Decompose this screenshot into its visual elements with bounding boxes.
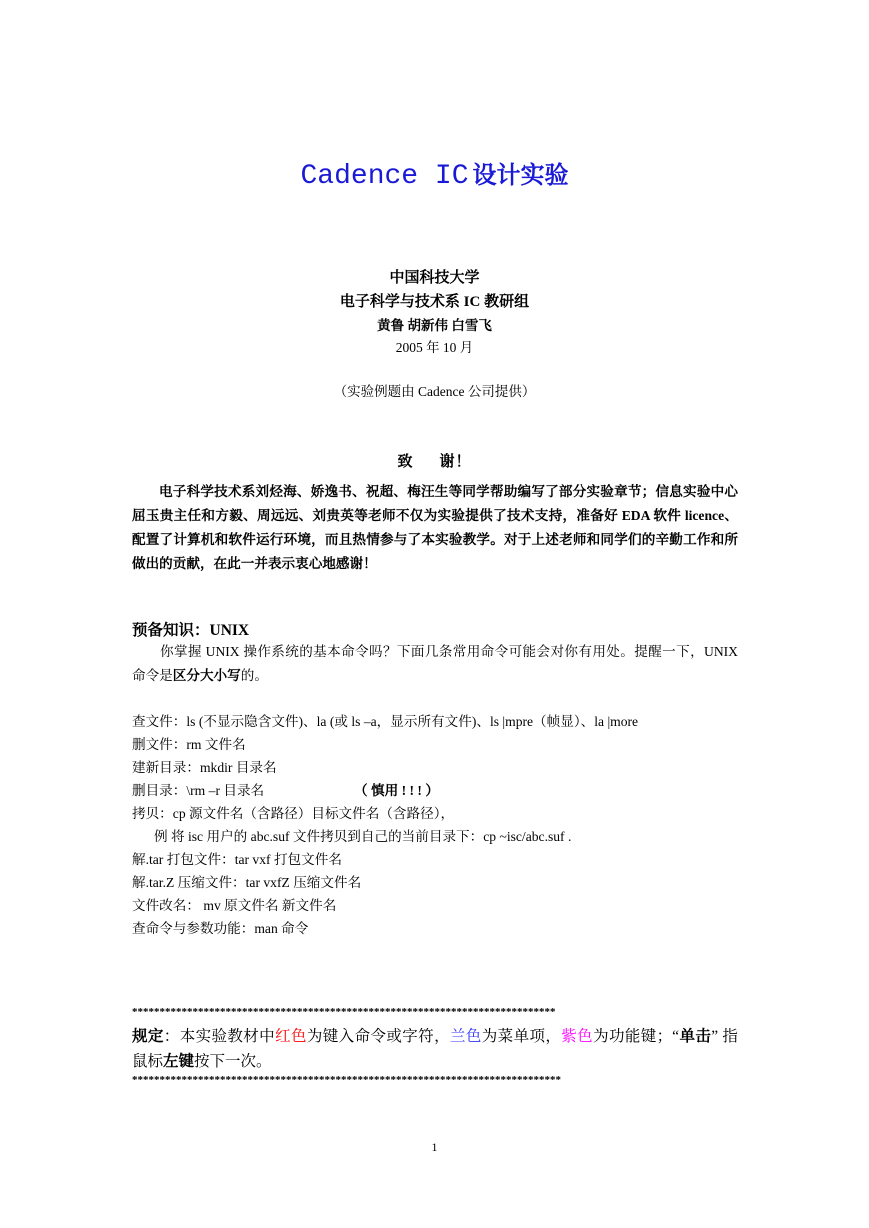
separator-top: ***************************************************************************** — [132, 1006, 556, 1018]
department-name: 电子科学与技术系 IC 教研组 — [339, 294, 530, 310]
date: 2005 年 10 月 — [395, 340, 474, 355]
command-line — [132, 871, 361, 891]
command-text: 拷贝：cp 源文件名（含路径）目标文件名（含路径）， — [132, 806, 455, 821]
command-text: 解.tar.Z 压缩文件：tar vxfZ 压缩文件名 — [132, 875, 362, 890]
command-line — [132, 848, 342, 868]
rule-click-word: 单击 — [679, 1028, 712, 1045]
university-name: 中国科技大学 — [389, 270, 480, 286]
command-line — [132, 710, 638, 730]
rule-text-5: ” 指鼠标 — [132, 1028, 738, 1070]
rule-red-word: 红色 — [275, 1028, 307, 1045]
rule-text-1: ：本实验教材中 — [163, 1028, 276, 1045]
command-text: 解.tar 打包文件：tar vxf 打包文件名 — [132, 852, 342, 867]
prerequisite-intro — [132, 640, 738, 688]
color-convention-paragraph — [132, 1024, 738, 1074]
prerequisite-heading: 预备知识：UNIX — [132, 622, 250, 639]
title-english: Cadence IC — [300, 161, 469, 192]
separator-bottom: ****************************************************************************** — [132, 1074, 561, 1086]
command-line — [132, 802, 454, 822]
command-text: 文件改名： mv 原文件名 新文件名 — [132, 898, 337, 913]
command-line — [132, 894, 336, 914]
command-text: 查文件：ls (不显示隐含文件)、la (或 ls –a，显示所有文件)、ls |mpre（帧显）、la |more — [132, 714, 639, 729]
rule-text-6: 按下一次。 — [194, 1053, 272, 1070]
intro-case-sensitive: 区分大小写 — [172, 668, 241, 683]
rule-blue-word: 兰色 — [449, 1028, 482, 1045]
command-text: 查命令与参数功能：man 命令 — [132, 921, 309, 936]
command-text: 建新目录：mkdir 目录名 — [132, 760, 277, 775]
rule-text-3: 为菜单项， — [481, 1028, 562, 1045]
caution-note: （ 慎用 ! ! ! ） — [354, 783, 439, 798]
command-text: 删文件：rm 文件名 — [132, 737, 246, 752]
acknowledgement-heading-a: 致 — [397, 454, 414, 470]
command-line — [132, 733, 246, 753]
acknowledgement-paragraph: 电子科学技术系刘烃海、娇逸书、祝超、梅汪生等同学帮助编写了部分实验章节；信息实验中心屈玉贵主任和方毅、周远远、刘贵英等老师不仅为实验提供了技术支持，准备好 EDA 软件 licence、配置了计算机和软件运行环境，而且热情参与了本实验教学。对于上述老师和同学们的辛勤工作和所做出的贡献，在此一并表示衷心地感谢！ — [132, 484, 738, 571]
provided-by-note: （实验例题由 Cadence 公司提供） — [333, 384, 536, 399]
acknowledgement-heading — [0, 450, 869, 471]
title-chinese: 设计实验 — [472, 161, 569, 189]
acknowledgement-heading-b: 谢！ — [439, 454, 472, 470]
rule-purple-word: 紫色 — [561, 1028, 594, 1045]
document-title — [0, 155, 869, 192]
rule-left-key: 左键 — [163, 1053, 195, 1070]
rule-label: 规定 — [132, 1028, 164, 1045]
intro-text-a: 你掌握 UNIX 操作系统的基本命令吗？下面几条常用命令可能会对你有用处。提醒一下，UNIX 命令是 — [132, 644, 738, 683]
command-line — [132, 779, 439, 799]
command-text: 例 将 isc 用户的 abc.suf 文件拷贝到自己的当前目录下：cp ~isc/abc.suf . — [154, 829, 572, 844]
authors: 黄鲁 胡新伟 白雪飞 — [377, 318, 492, 333]
rule-text-2: 为键入命令或字符， — [306, 1028, 450, 1045]
page-number: 1 — [431, 1140, 438, 1154]
command-line — [132, 917, 308, 937]
rule-text-4: 为功能键；“ — [593, 1028, 680, 1045]
command-example — [154, 825, 571, 845]
intro-text-b: 的。 — [240, 668, 268, 683]
command-line — [132, 756, 277, 776]
command-text: 删目录：\rm –r 目录名 — [132, 783, 265, 798]
